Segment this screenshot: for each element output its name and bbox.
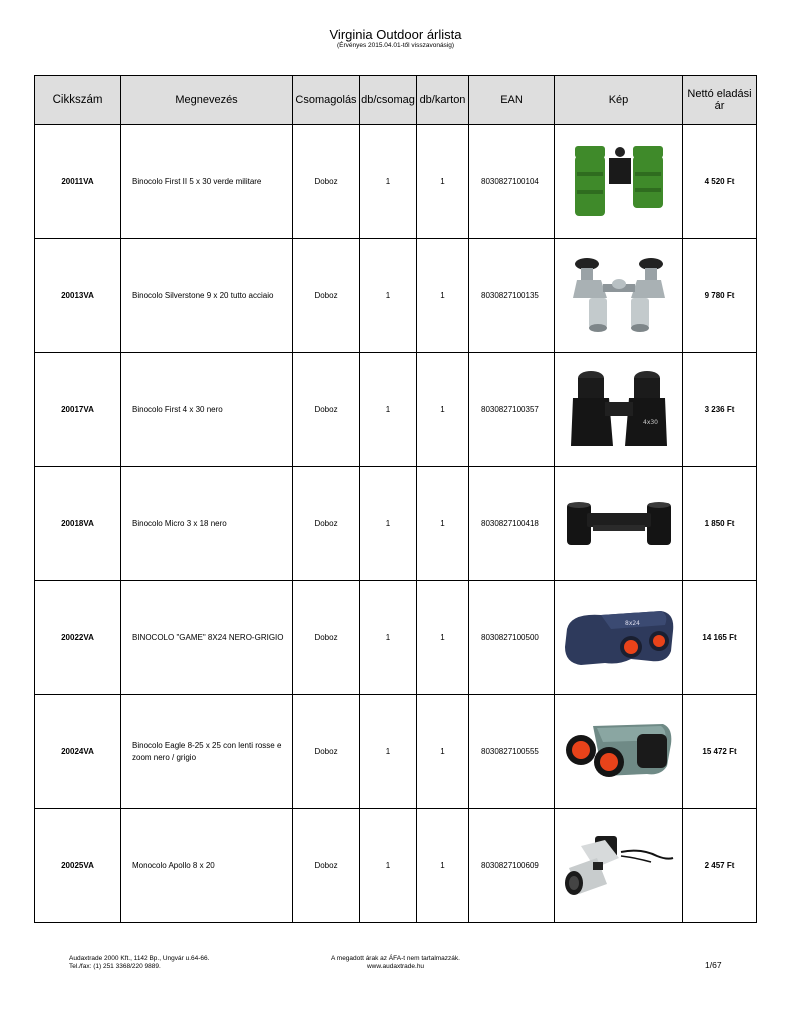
column-header-per-pack: db/csomag	[360, 76, 417, 125]
column-header-name: Megnevezés	[121, 76, 293, 125]
zoom-red-lens-binoculars-image	[563, 720, 675, 784]
table-row	[35, 581, 757, 695]
table-row	[35, 695, 757, 809]
product-ean: 8030827100418	[469, 467, 555, 581]
product-per-carton: 1	[417, 695, 469, 809]
product-per-carton: 1	[417, 353, 469, 467]
product-packaging: Doboz	[293, 695, 360, 809]
product-price: 9 780 Ft	[683, 239, 757, 353]
product-packaging: Doboz	[293, 239, 360, 353]
product-price: 1 850 Ft	[683, 467, 757, 581]
footer-vat-note: A megadott árak az ÁFA-t nem tartalmazzák.	[331, 955, 460, 962]
table-row	[35, 125, 757, 239]
column-header-code: Cikkszám	[35, 76, 121, 125]
svg-text:8x24: 8x24	[624, 619, 640, 627]
column-header-image: Kép	[555, 76, 683, 125]
footer-website: www.audaxtrade.hu	[366, 963, 425, 970]
product-per-pack: 1	[360, 125, 417, 239]
product-packaging: Doboz	[293, 581, 360, 695]
table-row	[35, 239, 757, 353]
product-per-pack: 1	[360, 467, 417, 581]
product-per-carton: 1	[417, 239, 469, 353]
table-row	[35, 353, 757, 467]
product-per-carton: 1	[417, 467, 469, 581]
product-price: 3 236 Ft	[683, 353, 757, 467]
product-ean: 8030827100500	[469, 581, 555, 695]
product-name: BINOCOLO "GAME" 8X24 NERO-GRIGIO	[121, 581, 293, 695]
product-per-pack: 1	[360, 695, 417, 809]
monocular-image	[561, 828, 677, 904]
black-binoculars-image	[569, 368, 669, 452]
product-per-pack: 1	[360, 581, 417, 695]
product-packaging: Doboz	[293, 467, 360, 581]
product-code: 20025VA	[35, 809, 121, 923]
product-name: Binocolo Silverstone 9 x 20 tutto acciaio	[121, 239, 293, 353]
product-packaging: Doboz	[293, 353, 360, 467]
column-header-ean: EAN	[469, 76, 555, 125]
product-packaging: Doboz	[293, 125, 360, 239]
footer-company-address: Audaxtrade 2000 Kft., 1142 Bp., Ungvár u.64-66.	[69, 955, 210, 962]
product-price: 14 165 Ft	[683, 581, 757, 695]
product-per-carton: 1	[417, 581, 469, 695]
product-price: 2 457 Ft	[683, 809, 757, 923]
product-code: 20013VA	[35, 239, 121, 353]
price-table	[34, 75, 757, 923]
product-name: Binocolo First II 5 x 30 verde militare	[121, 125, 293, 239]
product-ean: 8030827100609	[469, 809, 555, 923]
page-title: Virginia Outdoor árlista	[329, 27, 462, 42]
product-per-carton: 1	[417, 809, 469, 923]
product-per-pack: 1	[360, 239, 417, 353]
product-name: Binocolo First 4 x 30 nero	[121, 353, 293, 467]
product-code: 20024VA	[35, 695, 121, 809]
table-row	[35, 467, 757, 581]
product-code: 20018VA	[35, 467, 121, 581]
product-name: Monocolo Apollo 8 x 20	[121, 809, 293, 923]
silver-binoculars-image	[569, 254, 669, 338]
product-name: Binocolo Eagle 8-25 x 25 con lenti rosse e zoom nero / grigio	[121, 695, 293, 809]
product-name: Binocolo Micro 3 x 18 nero	[121, 467, 293, 581]
product-per-pack: 1	[360, 353, 417, 467]
table-row	[35, 809, 757, 923]
green-binoculars-image	[569, 142, 669, 222]
footer-note	[0, 955, 791, 971]
product-ean: 8030827100104	[469, 125, 555, 239]
product-packaging: Doboz	[293, 809, 360, 923]
table-header-row	[35, 76, 757, 125]
product-ean: 8030827100555	[469, 695, 555, 809]
product-ean: 8030827100135	[469, 239, 555, 353]
column-header-per-carton: db/karton	[417, 76, 469, 125]
svg-text:4x30: 4x30	[642, 418, 658, 426]
navy-red-lens-binoculars-image	[561, 607, 677, 669]
product-price: 15 472 Ft	[683, 695, 757, 809]
page-subtitle: (Érvényes 2015.04.01-től visszavonásig)	[336, 42, 455, 49]
product-per-pack: 1	[360, 809, 417, 923]
product-ean: 8030827100357	[469, 353, 555, 467]
product-code: 20022VA	[35, 581, 121, 695]
product-price: 4 520 Ft	[683, 125, 757, 239]
micro-binoculars-image	[563, 499, 675, 549]
product-per-carton: 1	[417, 125, 469, 239]
column-header-packaging: Csomagolás	[293, 76, 360, 125]
product-code: 20011VA	[35, 125, 121, 239]
product-code: 20017VA	[35, 353, 121, 467]
column-header-price: Nettó eladási ár	[683, 76, 757, 125]
page-number: 1/67	[705, 960, 722, 970]
footer-company-phone: Tel./fax: (1) 251 3368/220 9889.	[69, 963, 161, 970]
